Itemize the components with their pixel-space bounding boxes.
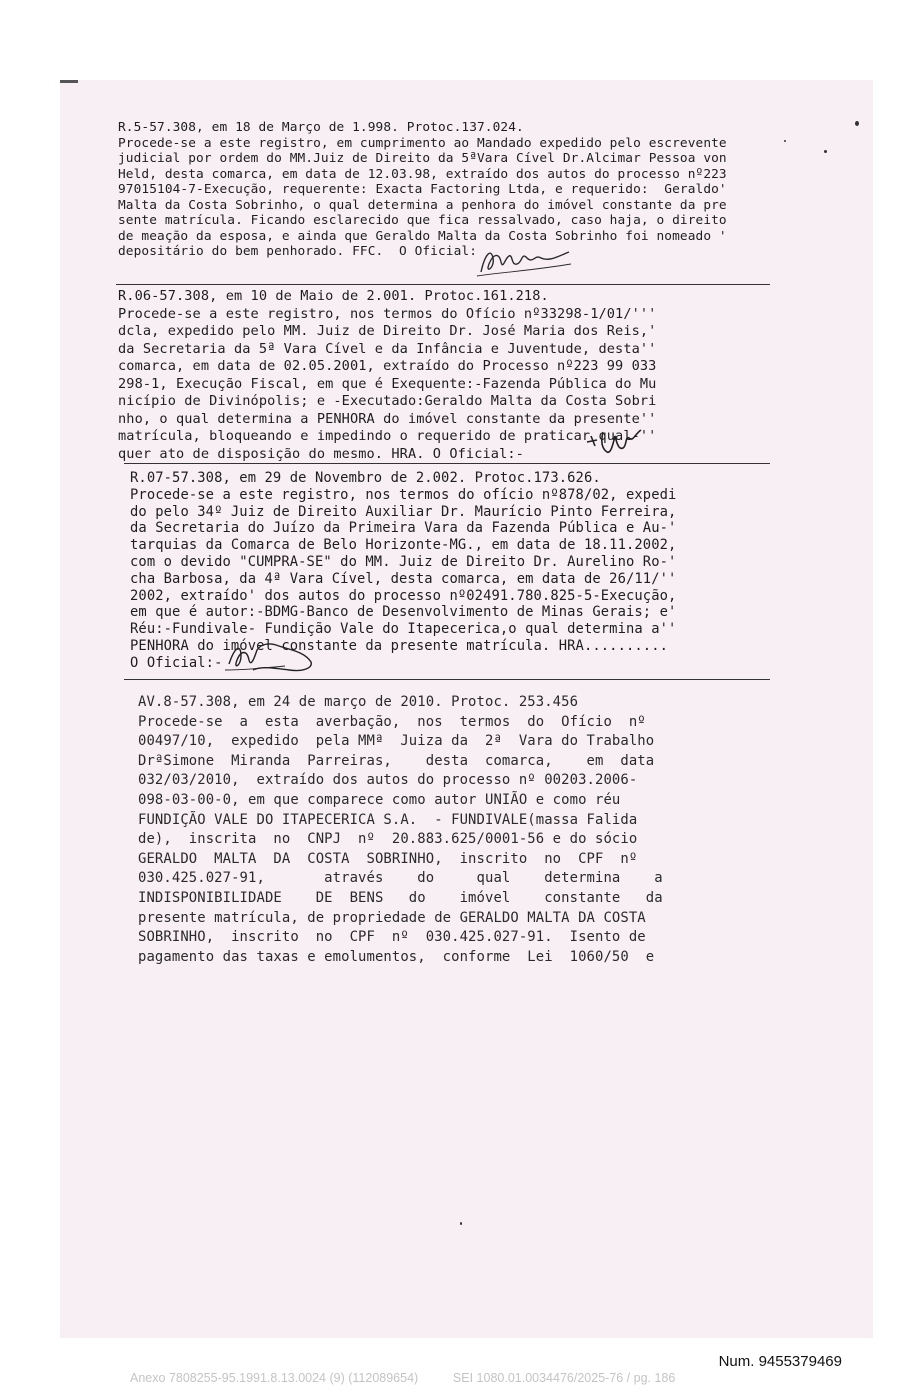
- entry-line: pagamento das taxas e emolumentos, conforme Lei 1060/50 e: [138, 948, 655, 965]
- entry-line: depositário do bem penhorado. FFC. O Oficial:: [118, 244, 478, 259]
- entry-line: tarquias da Comarca de Belo Horizonte-MG., em data de 18.11.2002,: [130, 537, 677, 554]
- entry-line: judicial por ordem do MM.Juiz de Direito da 5ªVara Cível Dr.Alcimar Pessoa von: [118, 151, 727, 166]
- entry-line: com o devido "CUMPRA-SE" do MM. Juiz de Direito Dr. Aurelino Ro-': [130, 553, 677, 570]
- separator-line: [124, 679, 770, 680]
- registry-entry-r5: [118, 120, 727, 260]
- document-number: Num. 9455379469: [718, 1353, 842, 1370]
- entry-line: comarca, em data de 02.05.2001, extraído do Processo nº223 99 033: [118, 358, 657, 374]
- speck: [855, 121, 859, 126]
- entry-line: em que é autor:-BDMG-Banco de Desenvolvimento de Minas Gerais; e': [130, 604, 677, 621]
- entry-line: SOBRINHO, inscrito no CPF nº 030.425.027-91. Isento de: [138, 929, 646, 946]
- entry-line: nicípio de Divinópolis; e -Executado:Geraldo Malta da Costa Sobri: [118, 393, 657, 409]
- entry-line: Procede-se a esta averbação, nos termos do Ofício nº: [138, 713, 646, 730]
- registry-entry-av8: [138, 693, 663, 967]
- entry-line: FUNDIÇÃO VALE DO ITAPECERICA S.A. - FUNDIVALE(massa Falida: [138, 811, 638, 828]
- entry-line: do pelo 34º Juiz de Direito Auxiliar Dr. Maurício Pinto Ferreira,: [130, 503, 677, 520]
- entry-line: Procede-se a este registro, nos termos do Ofício nº33298-1/01/''': [118, 305, 657, 322]
- speck: [784, 140, 786, 142]
- entry-line: quer ato de disposição do mesmo. HRA. O Oficial:-: [118, 445, 524, 462]
- footer-reference: Anexo 7808255-95.1991.8.13.0024 (9) (112089654) SEI 1080.01.0034476/2025-76 / pg. 186: [130, 1371, 676, 1385]
- entry-line: DrªSimone Miranda Parreiras, desta comarca, em data: [138, 752, 655, 769]
- entry-line: 00497/10, expedido pela MMª Juiza da 2ª Vara do Trabalho: [138, 733, 655, 750]
- entry-line: AV.8-57.308, em 24 de março de 2010. Protoc. 253.456: [138, 694, 579, 710]
- official-signature-r5: [475, 244, 575, 278]
- entry-line: GERALDO MALTA DA COSTA SOBRINHO, inscrito no CPF nº: [138, 850, 638, 867]
- entry-line: Procede-se a este registro, em cumprimento ao Mandado expedido pelo escrevente: [118, 135, 727, 151]
- entry-line: 030.425.027-91, através do qual determina a: [138, 870, 663, 887]
- entry-line: 032/03/2010, extraído dos autos do processo nº 00203.2006-: [138, 772, 638, 789]
- sheet-corner-mark: [60, 80, 78, 83]
- entry-line: 2002, extraído' dos autos do processo nº02491.780.825-5-Execução,: [130, 587, 677, 604]
- entry-line: Réu:-Fundivale- Fundição Vale do Itapecerica,o qual determina a'': [130, 621, 677, 638]
- entry-line: matrícula, bloqueando e impedindo o requerido de praticar qual-'': [118, 428, 657, 444]
- entry-line: R.5-57.308, em 18 de Março de 1.998. Protoc.137.024.: [118, 120, 524, 135]
- entry-line: 098-03-00-0, em que comparece como autor UNIÃO e como réu: [138, 791, 621, 808]
- registry-entry-r07: [130, 470, 676, 672]
- entry-line: PENHORA do imóvel constante da presente matrícula. HRA..........: [130, 637, 669, 654]
- entry-line: R.06-57.308, em 10 de Maio de 2.001. Protoc.161.218.: [118, 288, 549, 304]
- entry-line: cha Barbosa, da 4ª Vara Cível, desta comarca, em data de 26/11/'': [130, 570, 677, 587]
- entry-line: de meação da esposa, e ainda que Geraldo Malta da Costa Sobrinho foi nomeado ': [118, 228, 727, 244]
- official-signature-r07: [225, 640, 320, 676]
- entry-line: nho, o qual determina a PENHORA do imóvel constante da presente'': [118, 410, 657, 427]
- entry-line: 298-1, Execução Fiscal, em que é Exequente:-Fazenda Pública do Mu: [118, 375, 657, 392]
- entry-line: de), inscrita no CNPJ nº 20.883.625/0001-56 e do sócio: [138, 831, 638, 848]
- entry-line: Procede-se a este registro, nos termos do ofício nº878/02, expedi: [130, 486, 677, 503]
- entry-line: O Oficial:-: [130, 654, 223, 671]
- entry-line: sente matrícula. Ficando esclarecido que fica ressalvado, caso haja, o direito: [118, 213, 727, 228]
- entry-line: Malta da Costa Sobrinho, o qual determina a penhora do imóvel constante da pre: [118, 197, 727, 213]
- separator-line: [116, 284, 770, 285]
- speck: [824, 150, 827, 153]
- entry-line: 97015104-7-Execução, requerente: Exacta Factoring Ltda, e requerido: Geraldo': [118, 182, 727, 197]
- entry-line: presente matrícula, de propriedade de GERALDO MALTA DA COSTA: [138, 909, 646, 926]
- registry-entry-r06: [118, 288, 656, 463]
- entry-line: da Secretaria do Juízo da Primeira Vara da Fazenda Pública e Au-': [130, 520, 677, 537]
- entry-line: INDISPONIBILIDADE DE BENS do imóvel constante da: [138, 889, 663, 906]
- official-signature-r06: [585, 426, 645, 456]
- entry-line: dcla, expedido pelo MM. Juiz de Direito Dr. José Maria dos Reis,': [118, 323, 657, 339]
- entry-line: R.07-57.308, em 29 de Novembro de 2.002. Protoc.173.626.: [130, 470, 601, 486]
- separator-line: [124, 463, 770, 464]
- entry-line: da Secretaria da 5ª Vara Cível e da Infância e Juventude, desta'': [118, 340, 657, 357]
- entry-line: Held, desta comarca, em data de 12.03.98, extraído dos autos do processo nº223: [118, 166, 727, 182]
- speck: [460, 1222, 462, 1225]
